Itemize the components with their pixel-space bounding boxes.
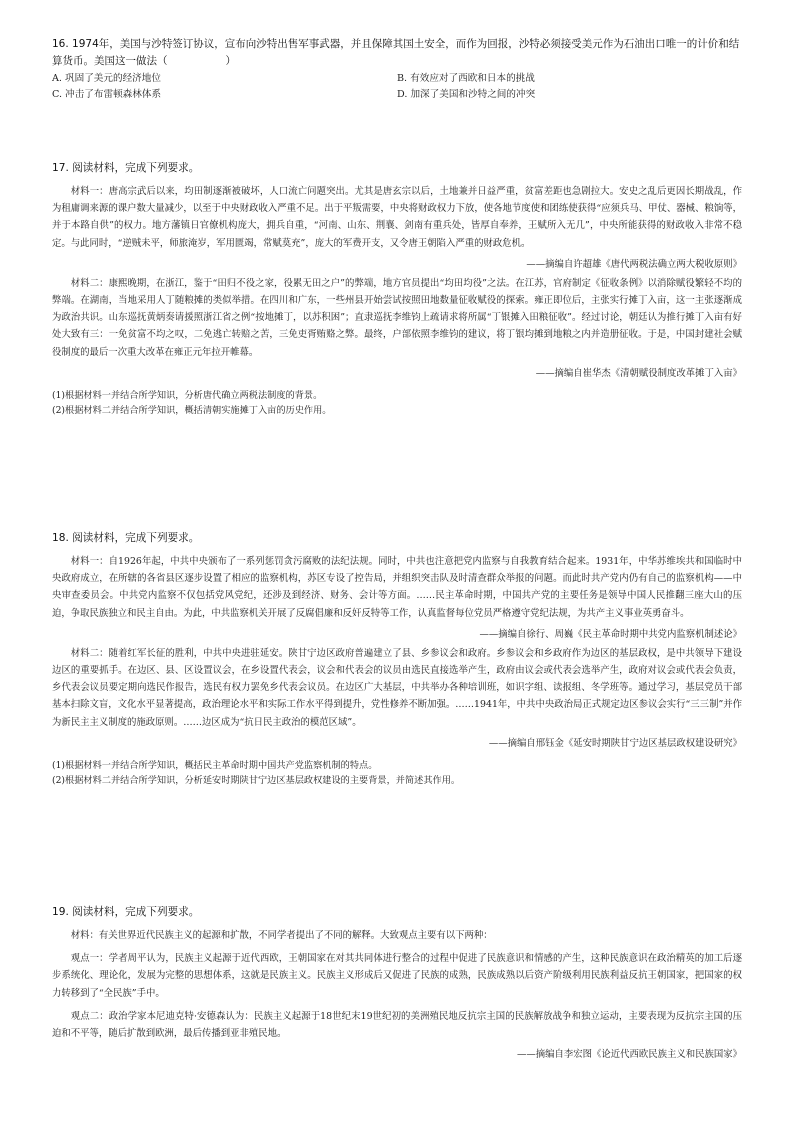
q18-material-1-source: ——摘编自徐行、周巍《民主革命时期中共党内监察机制述论》	[479, 628, 742, 640]
q19-material: 材料：有关世界近代民族主义的起源和扩散，不同学者提出了不同的解释。大致观点主要有以下两种：	[70, 930, 493, 941]
option-c: C. 冲击了布雷顿森林体系	[52, 89, 162, 100]
q17-requirement-1: (1)根据材料一并结合所学知识，分析唐代确立两税法制度的背景。	[52, 389, 323, 401]
q19-viewpoint-2: 观点二：政治学家本尼迪克特·安德森认为：民族主义起源于18世纪末19世纪初的美洲殖民地反抗宗主国的民族解放战争和独立运动，主要表现为反抗宗主国的压迫和不平等，随后扩散到欧洲，最后传播到亚非殖民地。	[52, 1010, 742, 1040]
q18-material-2: 材料二：随着红军长征的胜利，中共中央进驻延安。陕甘宁边区政府普遍建立了县、乡参议会和政府。乡参议会和乡政府作为边区的基层政权，是中共领导下建设边区的重要抓手。在边区、县、区设置议会，在乡设置代表会，议会和代表会的议员由选民直接选举产生，政府由议会或代表会选举产生，政府对议会或代表会负责，乡代表会议员要定期向选民作报告，选民有权力罢免乡代表会议员。在边区广大基层，中共举办各种培训班，如识字组、读报组、冬学班等。通过学习，基层党员干部基本扫除文盲，文化水平显著提高，政治理论水平和实际工作水平得到提升，党性修养不断加强。……1941年，中共中央政治局正式规定边区参议会实行“三三制”并作为新民主主义制度的施政原则。……边区成为“抗日民主政治的模范区域”。	[52, 647, 742, 728]
q18-requirement-2: (2)根据材料二并结合所学知识，分析延安时期陕甘宁边区基层政权建设的主要背景，并简述其作用。	[52, 774, 461, 786]
question-18	[52, 530, 742, 788]
option-b: B. 有效应对了西欧和日本的挑战	[397, 73, 535, 84]
q17-requirements	[52, 388, 742, 418]
q18-material-1: 材料一：自1926年起，中共中央颁布了一系列惩罚贪污腐败的法纪法规。同时，中共也注意把党内监察与自我教育结合起来。1931年，中华苏维埃共和国临时中央政府成立，在所辖的各省县区逐步设置了相应的监察机构，苏区专设了控告局，并组织突击队及时清查群众举报的问题。而此时共产党内仍有自己的监察机构——中央审查委员会。中共党内监察不仅包括党风党纪，还涉及到经济、财务、会计等方面。……民主革命时期，中国共产党的主要任务是领导中国人民推翻三座大山的压迫，争取民族独立和民主自由。为此，中共监察机关开展了反腐倡廉和反奸反特等工作，认真监督每位党员严格遵守党纪法规，为共产主义事业英勇奋斗。	[52, 556, 742, 619]
question-16	[52, 36, 742, 103]
q17-material-1: 材料一：唐高宗武后以来，均田制逐渐被破坏，人口流亡问题突出。尤其是唐玄宗以后，土地兼并日益严重，贫富差距也急剧拉大。安史之乱后更因长期战乱，作为租庸调来源的课户数大量减少，以至于中央财政收入严重不足。出于平叛需要，中央将财政权力下放，使各地节度使和团练使获得“应须兵马、甲仗、器械、粮饷等，并于本路自供”的权力。地方藩镇日官僚机构庞大，拥兵自重，“河南、山东、荆襄、剑南有重兵处，皆厚自奉养，王赋所入无几”，中央所能获得的财政收入非常不稳定。与此同时，“逆贼未平，师旅淹岁，军用匮竭，常赋莫充”，庞大的军费开支，又令唐王朝陷入严重的财政危机。	[52, 186, 742, 249]
question-19-title: 19. 阅读材料，完成下列要求。	[52, 906, 200, 918]
option-d: D. 加深了美国和沙特之间的冲突	[397, 89, 536, 100]
question-18-title: 18. 阅读材料，完成下列要求。	[52, 532, 200, 544]
q17-material-1-source: ——摘编自许超雄《唐代两税法确立两大税收原则》	[526, 258, 742, 270]
question-17	[52, 160, 742, 418]
options-list	[52, 71, 742, 103]
q18-requirements	[52, 758, 742, 788]
q17-material-2: 材料二：康熙晚期，在浙江，鉴于“田归不役之家，役累无田之户”的弊端，地方官员提出“均田均役”之法。在江苏，官府制定《征收条例》以消除赋役繁轻不均的弊端。在湖南，当地采用人丁随粮摊的类似举措。在四川和广东，一些州县开始尝试按照田地数量征收赋役的探索。雍正即位后，主张实行摊丁入亩，这一主张逐渐成为政治共识。山东巡抚黄炳奏请援照浙江省之例“按地摊丁，以苏积困”；直隶巡抚李维钧上疏请求将所属“丁银摊入田粮征收”。经过讨论，朝廷认为推行摊丁入亩有好处大致有三：一免贫富不均之叹，二免逃亡转赔之苦，三免吏胥贿赂之弊。最终，户部依照李维钧的建议，将丁银均摊到地粮之内并造册征收。于是，中国封建社会赋役制度的最后一次重大改革在雍正元年拉开帷幕。	[52, 277, 742, 358]
q19-viewpoint-1: 观点一：学者周平认为，民族主义起源于近代西欧，王朝国家在对其共同体进行整合的过程中促进了民族意识和情感的产生，这种民族意识在政治精英的加工后逐步系统化、理论化，发展为完整的思想体系，这就是民族主义。民族主义形成后又促进了民族的成熟，民族成熟以后资产阶级利用民族利益反抗王朝国家，把国家的权力转移到了“全民族”手中。	[52, 953, 742, 999]
question-16-stem: 16. 1974年，美国与沙特签订协议，宣布向沙特出售军事武器，并且保障其国土安全，而作为回报，沙特必须接受美元作为石油出口唯一的计价和结算货币。美国这一做法（ ）	[52, 38, 740, 67]
q18-material-2-source: ——摘编自邢钰金《延安时期陕甘宁边区基层政权建设研究》	[488, 737, 742, 749]
q17-requirement-2: (2)根据材料二并结合所学知识，概括清朝实施摊丁入亩的历史作用。	[52, 404, 332, 416]
question-19	[52, 904, 742, 1065]
question-17-title: 17. 阅读材料，完成下列要求。	[52, 162, 200, 174]
q18-requirement-1: (1)根据材料一并结合所学知识，概括民主革命时期中国共产党监察机制的特点。	[52, 759, 378, 771]
q17-material-2-source: ——摘编自崔华杰《清朝赋役制度改革摊丁入亩》	[535, 367, 742, 379]
option-a: A. 巩固了美元的经济地位	[52, 73, 161, 84]
q19-source: ——摘编自李宏图《论近代西欧民族主义和民族国家》	[516, 1049, 742, 1061]
